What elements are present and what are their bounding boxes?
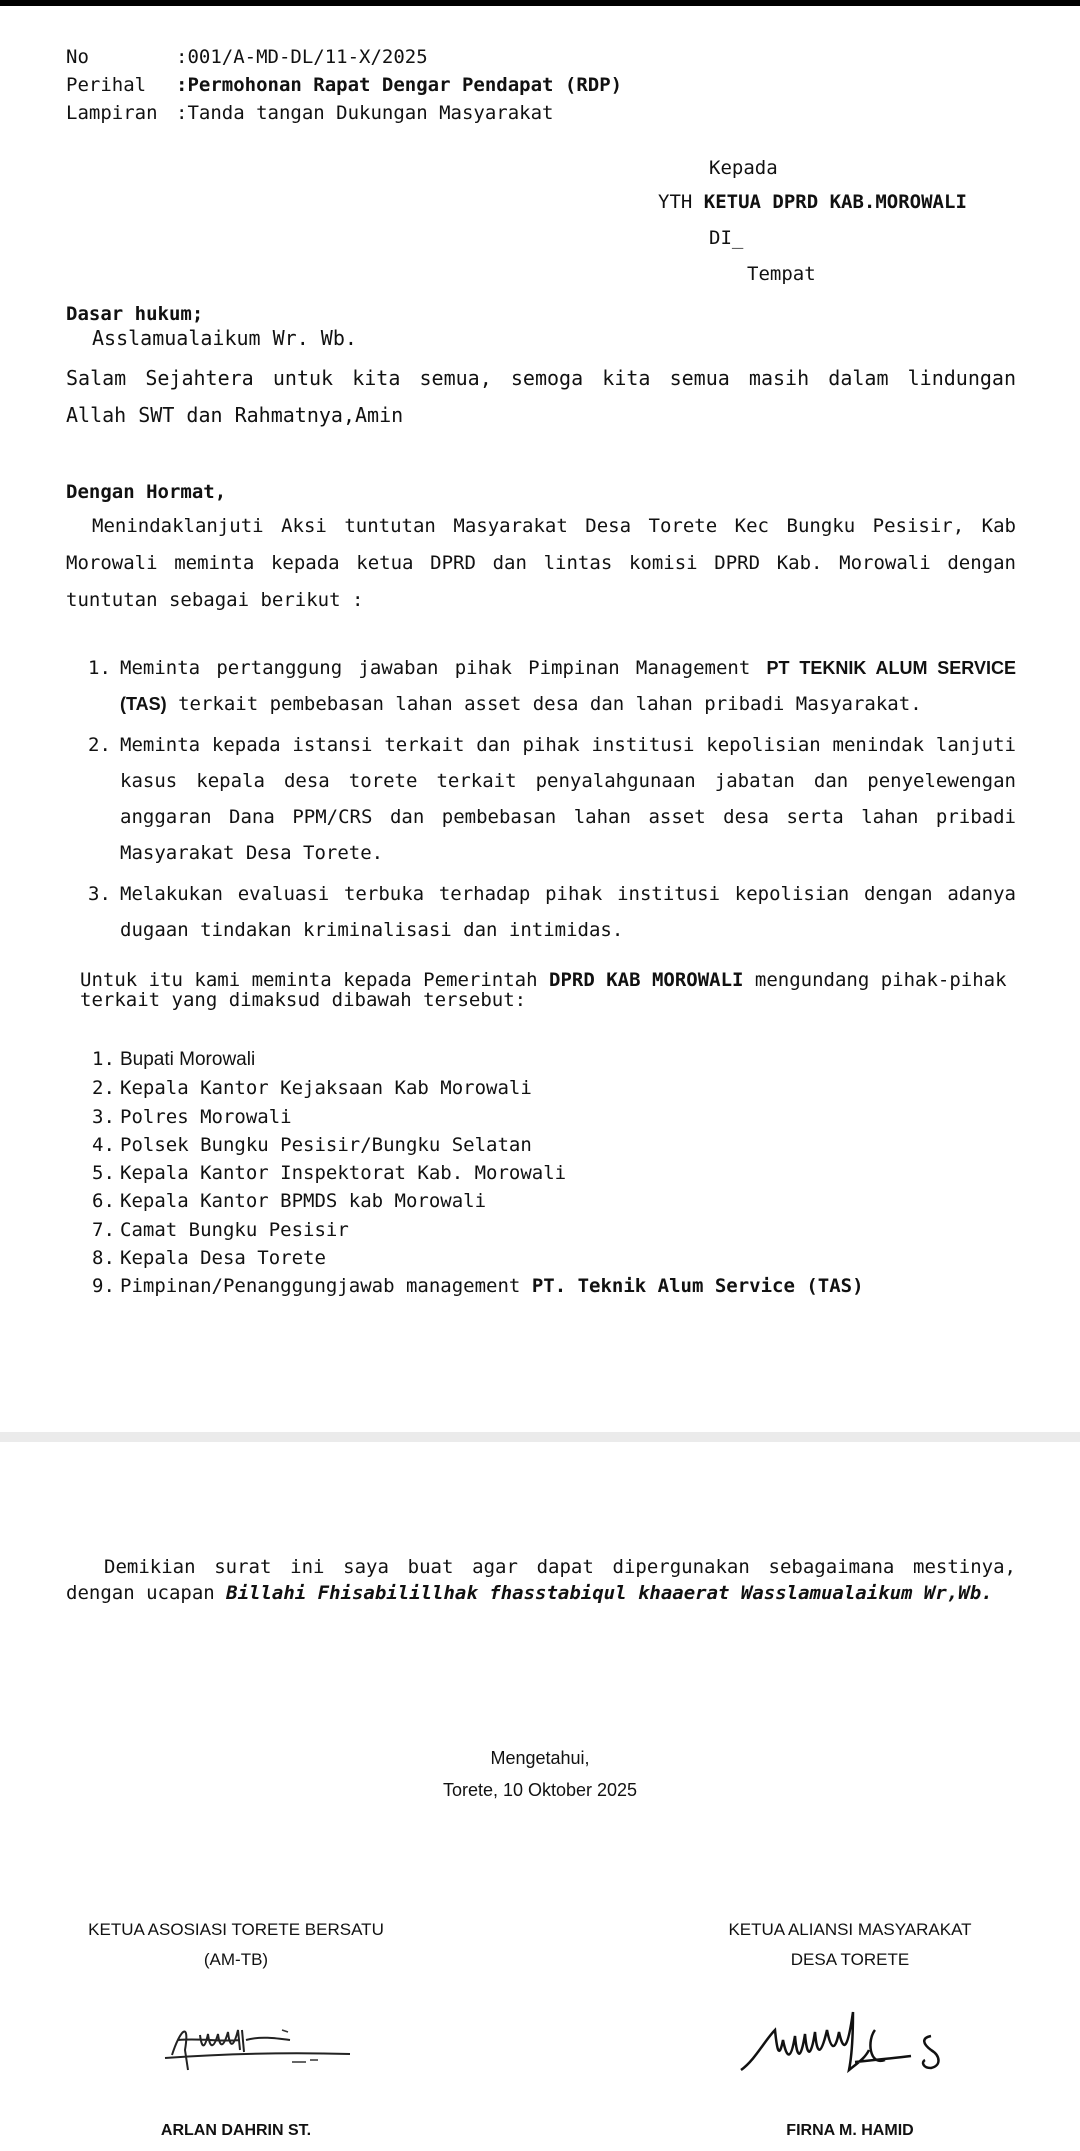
- left-signer-title: KETUA ASOSIASI TORETE BERSATU: [88, 1920, 384, 1939]
- list-item: 5. Kepala Kantor Inspektorat Kab. Morowali: [92, 1162, 567, 1185]
- list-item: 9. Pimpinan/Penanggungjawab management PT. Teknik Alum Service (TAS): [92, 1275, 864, 1298]
- left-signer-name: ARLAN DAHRIN ST.: [160, 2122, 312, 2139]
- right-signature: [735, 2000, 995, 2090]
- no-label: No: [66, 46, 89, 68]
- tempat: Tempat: [747, 263, 816, 285]
- salam-opening: Asslamualaikum Wr. Wb.: [92, 326, 357, 350]
- dengan-hormat: Dengan Hormat,: [66, 481, 227, 503]
- list-item: 3. Polres Morowali: [92, 1105, 292, 1128]
- demands-list: [88, 650, 1016, 953]
- list-item: 3. Melakukan evaluasi terbuka terhadap pihak institusi kepolisian dengan adanya dugaan tindakan kriminalisasi dan intimidas.: [88, 883, 1016, 941]
- intro-paragraph: Menindaklanjuti Aksi tuntutan Masyarakat Desa Torete Kec Bungku Pesisir, Kab Morowali meminta kepada ketua DPRD dan lintas komisi DPRD Kab. Morowali dengan tuntutan sebagai berikut :: [66, 515, 1016, 611]
- mengetahui: Mengetahui,: [490, 1748, 590, 1768]
- no-value: :001/A-MD-DL/11-X/2025: [176, 46, 428, 68]
- invitees-list: [92, 1045, 992, 1301]
- list-item: 6. Kepala Kantor BPMDS kab Morowali: [92, 1190, 487, 1213]
- letter-number-row: [66, 46, 428, 68]
- kepada: Kepada: [709, 157, 778, 179]
- list-item: 2. Kepala Kantor Kejaksaan Kab Morowali: [92, 1077, 532, 1100]
- place-date: Torete, 10 Oktober 2025: [442, 1780, 638, 1800]
- closing-paragraph: Demikian surat ini saya buat agar dapat dipergunakan sebagaimana mestinya, dengan ucapan Billahi Fhisabilillhak fhasstabiqul khaaerat Wasslamualaikum Wr,Wb.: [66, 1556, 1016, 1604]
- list-item: 8. Kepala Desa Torete: [92, 1247, 326, 1270]
- lampiran-value: :Tanda tangan Dukungan Masyarakat: [176, 102, 554, 124]
- top-border: [0, 0, 1080, 6]
- perihal-value: :Permohonan Rapat Dengar Pendapat (RDP): [176, 74, 623, 96]
- yth: YTH: [658, 191, 693, 213]
- list-item: 7. Camat Bungku Pesisir: [92, 1218, 349, 1241]
- page-break-band: [0, 1432, 1080, 1442]
- salam-sejahtera: Salam Sejahtera untuk kita semua, semoga kita semua masih dalam lindungan Allah SWT dan Rahmatnya,Amin: [66, 366, 1016, 427]
- right-signer-name: FIRNA M. HAMID: [786, 2122, 914, 2139]
- di: DI_: [709, 227, 744, 249]
- perihal-label: Perihal: [66, 74, 147, 96]
- lampiran-row: [66, 102, 554, 124]
- list-item: 2. Meminta kepada istansi terkait dan pihak institusi kepolisian menindak lanjuti kasus kepala desa torete terkait penyalahgunaan jabatan dan penyelewengan anggaran Dana PPM/CRS dan pembebasan lahan asset desa serta lahan pribadi Masyarakat Desa Torete.: [88, 734, 1016, 864]
- right-signer-org: DESA TORETE: [790, 1950, 910, 1969]
- left-signer-org: (AM-TB): [203, 1950, 269, 1969]
- perihal-row: [66, 74, 622, 96]
- right-signer-title: KETUA ALIANSI MASYARAKAT: [728, 1920, 972, 1939]
- lampiran-label: Lampiran: [66, 102, 158, 124]
- dasar-hukum: Dasar hukum;: [66, 303, 204, 325]
- list-item: 4. Polsek Bungku Pesisir/Bungku Selatan: [92, 1133, 532, 1156]
- recipient-line: [658, 190, 967, 214]
- recipient-name: KETUA DPRD KAB.MOROWALI: [703, 191, 967, 213]
- list-item: 1. Meminta pertanggung jawaban pihak Pimpinan Management PT TEKNIK ALUM SERVICE (TAS) terkait pembebasan lahan asset desa dan lahan pribadi Masyarakat.: [88, 657, 1016, 715]
- list-item: 1. Bupati Morowali: [92, 1048, 256, 1070]
- invitation-paragraph: Untuk itu kami meminta kepada Pemerintah DPRD KAB MOROWALI mengundang pihak-pihak terkait yang dimaksud dibawah tersebut:: [80, 969, 1007, 1011]
- left-signature: [160, 2010, 360, 2080]
